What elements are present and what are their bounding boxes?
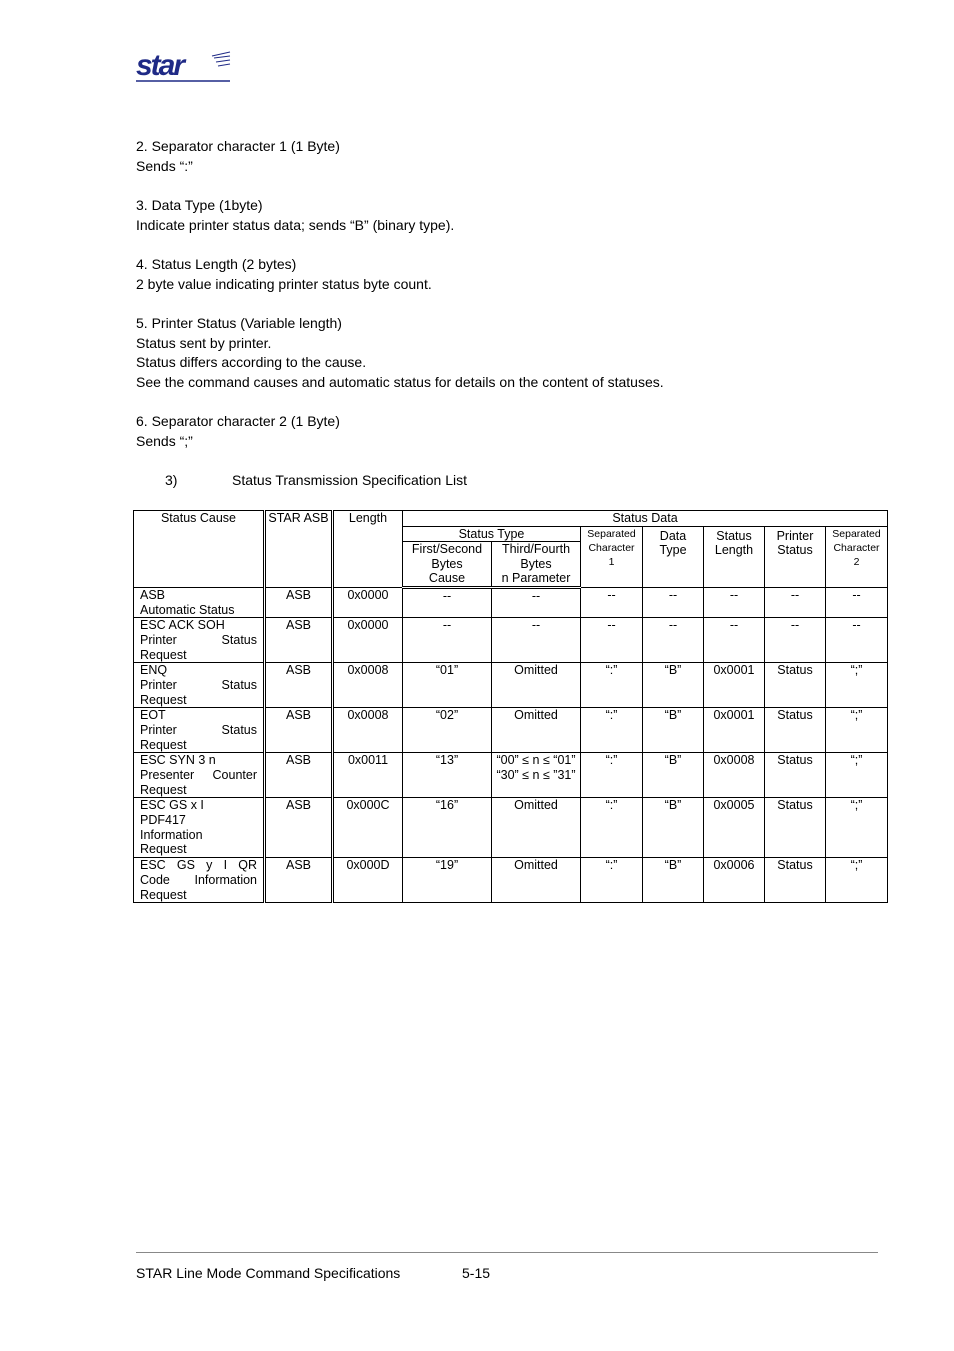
cell-star-asb: ASB [265, 798, 333, 858]
cell-length: 0x0000 [333, 618, 403, 663]
cell-separated-1: “:” [581, 708, 643, 753]
star-logo [136, 50, 232, 84]
cell-third-fourth: Omitted [492, 858, 581, 903]
footer-rule [136, 1252, 878, 1253]
cell-data-type: -- [643, 618, 704, 663]
table-row [134, 618, 888, 663]
section-data-type [136, 196, 454, 235]
cell-separated-1: -- [581, 618, 643, 663]
table-row [134, 663, 888, 708]
cell-separated-1: “:” [581, 798, 643, 858]
section-line: Indicate printer status data; sends “B” (binary type). [136, 216, 455, 233]
cell-printer-status: Status [765, 663, 826, 708]
cell-first-second: -- [403, 618, 492, 663]
cell-star-asb: ASB [265, 708, 333, 753]
cell-status-length: -- [704, 588, 765, 618]
cell-separated-1: “:” [581, 753, 643, 798]
cell-length: 0x0008 [333, 708, 403, 753]
cell-third-fourth: Omitted [492, 708, 581, 753]
cell-star-asb: ASB [265, 753, 333, 798]
cell-third-fourth: -- [492, 588, 581, 618]
cell-first-second: “16” [403, 798, 492, 858]
cell-separated-2: “;” [826, 663, 888, 708]
cell-separated-1: “:” [581, 858, 643, 903]
header-third-fourth: Third/Fourth Bytes n Parameter [492, 542, 581, 588]
cell-separated-2: -- [826, 588, 888, 618]
footer-page-number: 5-15 [462, 1265, 491, 1281]
section-separator-2 [136, 412, 340, 451]
cell-status-length: 0x0008 [704, 753, 765, 798]
cell-printer-status: -- [765, 618, 826, 663]
section-title: 5. Printer Status (Variable length) [136, 315, 342, 331]
cell-data-type: “B” [643, 663, 704, 708]
cell-separated-2: “;” [826, 858, 888, 903]
section-separator-1 [136, 137, 340, 176]
cell-star-asb: ASB [265, 858, 333, 903]
header-printer-status: Printer Status [765, 526, 826, 588]
cell-status-length: -- [704, 618, 765, 663]
section-title: 3. Data Type (1byte) [136, 197, 263, 213]
header-row [134, 511, 888, 527]
cell-data-type: “B” [643, 858, 704, 903]
cell-star-asb: ASB [265, 663, 333, 708]
section-line: Status differs according to the cause. [136, 354, 367, 371]
cell-data-type: -- [643, 588, 704, 618]
cell-printer-status: Status [765, 753, 826, 798]
cell-third-fourth: Omitted [492, 663, 581, 708]
cell-status-cause: ASB Automatic Status [134, 588, 265, 618]
cell-third-fourth: “00” ≤ n ≤ “01” “30” ≤ n ≤ ”31” [492, 753, 581, 798]
section-line: Sends “;” [136, 432, 193, 449]
cell-first-second: “02” [403, 708, 492, 753]
subheading-title: Status Transmission Specification List [232, 472, 467, 488]
table-row [134, 708, 888, 753]
table-row [134, 588, 888, 618]
header-star-asb: STAR ASB [265, 511, 333, 588]
cell-length: 0x000D [333, 858, 403, 903]
cell-status-cause: ESC GS x I PDF417 Information Request [134, 798, 265, 858]
header-data-type: Data Type [643, 526, 704, 588]
cell-separated-2: “;” [826, 708, 888, 753]
section-status-length [136, 255, 432, 294]
cell-third-fourth: -- [492, 618, 581, 663]
section-title: 2. Separator character 1 (1 Byte) [136, 138, 340, 154]
cell-separated-1: “:” [581, 663, 643, 708]
cell-printer-status: Status [765, 798, 826, 858]
header-status-cause: Status Cause [134, 511, 265, 588]
header-status-length: Status Length [704, 526, 765, 588]
cell-length: 0x0011 [333, 753, 403, 798]
table-row [134, 753, 888, 798]
cell-status-cause: ESC SYN 3 n Presenter Counter Request [134, 753, 265, 798]
cell-first-second: “19” [403, 858, 492, 903]
section-title: 6. Separator character 2 (1 Byte) [136, 413, 340, 429]
cell-data-type: “B” [643, 798, 704, 858]
section-printer-status [136, 314, 664, 392]
cell-printer-status: -- [765, 588, 826, 618]
header-status-type: Status Type [403, 526, 581, 542]
subheading-number: 3) [165, 472, 178, 488]
cell-first-second: -- [403, 588, 492, 618]
cell-separated-1: -- [581, 588, 643, 618]
cell-third-fourth: Omitted [492, 798, 581, 858]
section-line: Sends “:” [136, 157, 193, 174]
cell-printer-status: Status [765, 708, 826, 753]
cell-printer-status: Status [765, 858, 826, 903]
cell-separated-2: “;” [826, 753, 888, 798]
cell-star-asb: ASB [265, 588, 333, 618]
header-separated-1: Separated Character 1 [581, 526, 643, 588]
section-line: 2 byte value indicating printer status byte count. [136, 275, 432, 292]
header-length: Length [333, 511, 403, 588]
header-first-second: First/Second Bytes Cause [403, 542, 492, 588]
svg-text:star: star [136, 50, 184, 82]
cell-status-cause: ESC GS y I QR Code Information Request [134, 858, 265, 903]
cell-separated-2: -- [826, 618, 888, 663]
header-separated-2: Separated Character 2 [826, 526, 888, 588]
section-line: Status sent by printer. [136, 334, 272, 351]
table-row [134, 798, 888, 858]
cell-status-length: 0x0001 [704, 708, 765, 753]
cell-data-type: “B” [643, 753, 704, 798]
cell-separated-2: “;” [826, 798, 888, 858]
cell-length: 0x0000 [333, 588, 403, 618]
header-status-data: Status Data [403, 511, 888, 527]
status-spec-table [133, 510, 888, 903]
cell-status-length: 0x0006 [704, 858, 765, 903]
cell-status-cause: EOT Printer Status Request [134, 708, 265, 753]
cell-length: 0x000C [333, 798, 403, 858]
cell-data-type: “B” [643, 708, 704, 753]
cell-length: 0x0008 [333, 663, 403, 708]
cell-status-cause: ESC ACK SOH Printer Status Request [134, 618, 265, 663]
cell-status-cause: ENQ Printer Status Request [134, 663, 265, 708]
cell-star-asb: ASB [265, 618, 333, 663]
footer-title: STAR Line Mode Command Specifications [136, 1265, 401, 1281]
cell-status-length: 0x0005 [704, 798, 765, 858]
cell-first-second: “13” [403, 753, 492, 798]
section-line: See the command causes and automatic status for details on the content of statuses. [136, 373, 664, 390]
section-title: 4. Status Length (2 bytes) [136, 256, 297, 272]
cell-status-length: 0x0001 [704, 663, 765, 708]
table-row [134, 858, 888, 903]
cell-first-second: “01” [403, 663, 492, 708]
